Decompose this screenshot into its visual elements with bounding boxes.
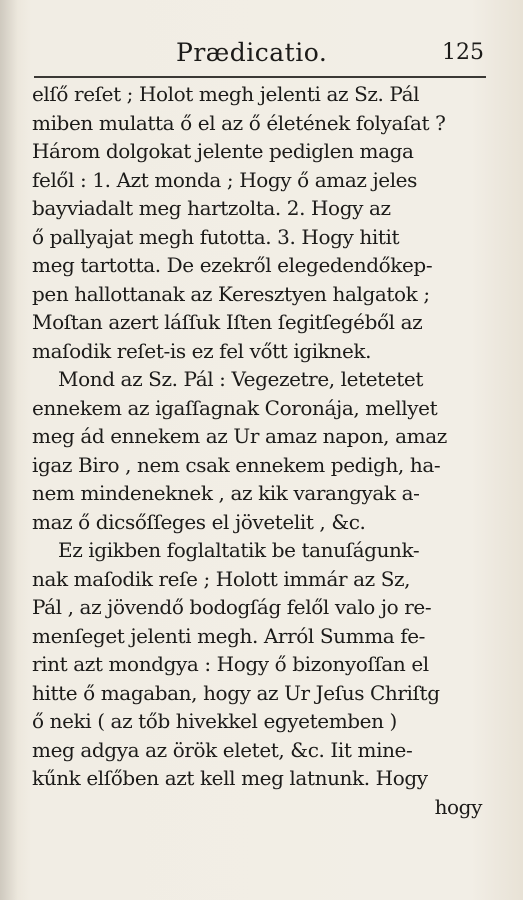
running-head: Prædicatio. <box>176 38 328 67</box>
text-line: meg tartotta. De ezekről elegedendőkep- <box>32 253 433 277</box>
text-line: pen hallottanak az Keresztyen halgatok ; <box>32 281 430 306</box>
header-rule <box>34 76 486 78</box>
text-line: Három dolgokat jelente pediglen maga <box>32 139 414 163</box>
text-line: menſeget jelenti megh. Arról Summa fe- <box>32 623 426 648</box>
text-line: nak maſodik reſe ; Holott immár az Sz, <box>32 566 411 591</box>
catchword: hogy <box>434 794 482 819</box>
spine-shadow <box>0 0 18 900</box>
text-line: meg ád ennekem az Ur amaz napon, amaz <box>32 424 447 448</box>
text-line: hitte ő magaban, hogy az Ur Jeſus Chriſtg <box>32 680 440 705</box>
text-line: meg adgya az örök eletet, &c. Iit mine- <box>32 737 413 762</box>
page-header <box>30 36 492 76</box>
text-line: kűnk elſőben azt kell meg latnunk. Hogy <box>32 766 428 790</box>
page-number: 125 <box>442 40 484 65</box>
text-line: igaz Biro , nem csak ennekem pedigh, ha- <box>32 452 441 477</box>
text-line: felől : 1. Azt monda ; Hogy ő amaz jeles <box>32 167 417 192</box>
text-line: ő pallyajat megh futotta. 3. Hogy hitit <box>32 224 400 249</box>
text-line: ő neki ( az tőb hivekkel egyetemben ) <box>32 709 397 733</box>
text-line: Moſtan azert láſſuk Iſten ſegitſegéből az <box>32 310 423 334</box>
text-line: elſő reſet ; Holot megh jelenti az Sz. Pál <box>32 82 420 106</box>
text-line: maz ő dicsőſſeges el jövetelit , &c. <box>32 509 366 534</box>
text-line: ennekem az igaſſagnak Coronája, mellyet <box>32 395 438 420</box>
text-line: Pál , az jövendő bodogſág felől valo jo re- <box>32 595 432 619</box>
text-line: maſodik reſet-is ez fel vőtt igiknek. <box>32 338 372 363</box>
text-line: bayviadalt meg hartzolta. 2. Hogy az <box>32 196 391 220</box>
text-line: nem mindeneknek , az kik varangyak a- <box>32 481 420 505</box>
body-text <box>32 80 488 821</box>
paragraph-start-line: Ez igikben foglaltatik be tanuſágunk- <box>58 538 420 562</box>
text-line: rint azt mondgya : Hogy ő bizonyoſſan el <box>32 652 429 676</box>
paragraph-start-line: Mond az Sz. Pál : Vegezetre, letetetet <box>58 367 423 391</box>
text-line: miben mulatta ő el az ő életének folyaſat ? <box>32 110 446 135</box>
